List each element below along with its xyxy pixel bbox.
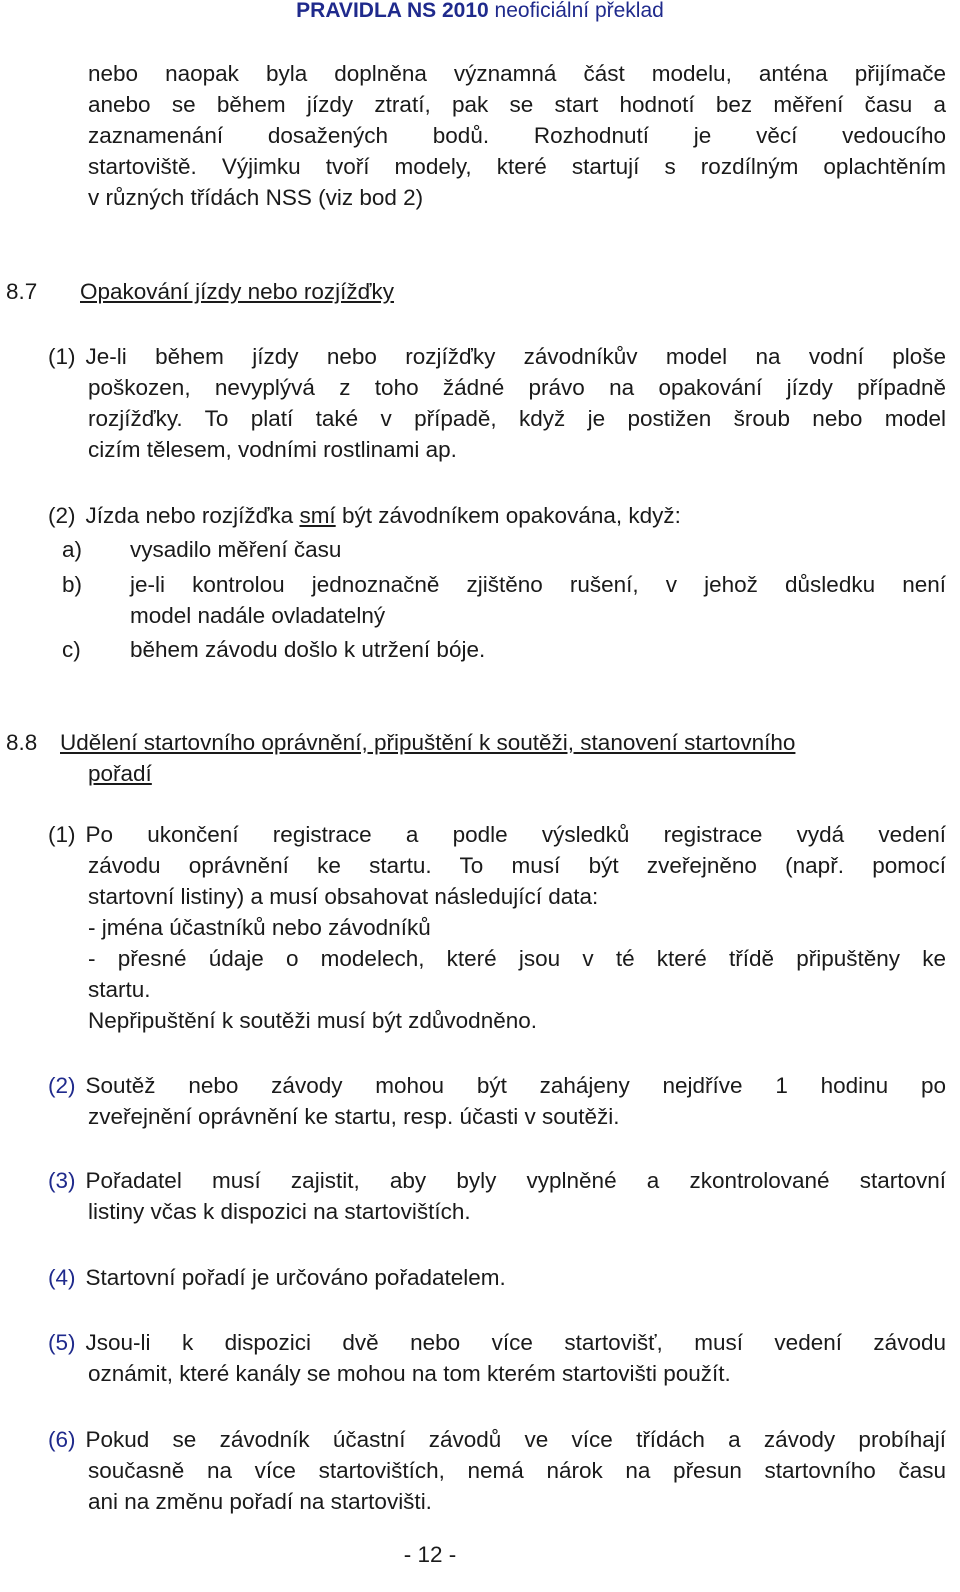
paragraph-first-line (48, 820, 946, 850)
paragraph-text: Soutěž nebo závody mohou být zahájeny nejdříve 1 hodinu po (85, 1073, 946, 1098)
paragraph-line: rozjížďky. To platí také v případě, když je postižen šroub nebo model (88, 406, 946, 431)
paragraph-number: (2) (48, 1073, 76, 1098)
paragraph-line: poškozen, nevyplývá z toho žádné právo na opakování jízdy případně (88, 375, 946, 400)
paragraph-first-line (48, 342, 946, 372)
list-marker: b) (62, 572, 83, 597)
paragraph-line: - přesné údaje o modelech, které jsou v té které třídě připuštěny ke (88, 946, 946, 971)
paragraph-number: (1) (48, 344, 76, 369)
paragraph-first-line (48, 1425, 946, 1455)
paragraph-number: (5) (48, 1330, 76, 1355)
paragraph-first-line (48, 1328, 946, 1358)
list-item (62, 635, 946, 665)
paragraph-line: Nepřipuštění k soutěži musí být zdůvodněno. (88, 1008, 538, 1033)
intro-line: anebo se během jízdy ztratí, pak se start hodnotí bez měření času a (88, 92, 946, 117)
section-number: 8.7 (6, 279, 38, 304)
paragraph-line: startovní listiny) a musí obsahovat následující data: (88, 884, 599, 909)
section-number: 8.8 (6, 730, 38, 755)
intro-line: zaznamenání dosažených bodů. Rozhodnutí je věcí vedoucího (88, 123, 946, 148)
paragraph-first-line (48, 501, 946, 531)
page-number: - 12 - (403, 1542, 457, 1567)
paragraph-text (86, 501, 947, 531)
list-text: během závodu došlo k utržení bóje. (130, 637, 486, 662)
paragraph-number: (3) (48, 1168, 76, 1193)
paragraph-number: (4) (48, 1265, 76, 1290)
paragraph-line: startu. (88, 977, 151, 1002)
underlined-word: smí (299, 503, 336, 528)
paragraph-number: (1) (48, 822, 76, 847)
list-item (62, 535, 946, 565)
paragraph-text: Je-li během jízdy nebo rozjížďky závodníkův model na vodní ploše (85, 344, 946, 369)
section-title: Opakování jízdy nebo rozjížďky (80, 279, 394, 304)
header-subtitle: neoficiální překlad (488, 0, 664, 22)
paragraph-first-line (48, 1071, 946, 1101)
list-item (62, 570, 946, 600)
intro-line: v různých třídách NSS (viz bod 2) (88, 185, 424, 210)
paragraph-line: listiny včas k dispozici na startovištích. (88, 1199, 471, 1224)
header-title: PRAVIDLA NS 2010 (296, 0, 489, 22)
paragraph-first-line (48, 1166, 946, 1196)
paragraph-line: - jména účastníků nebo závodníků (88, 915, 431, 940)
paragraph-text: Po ukončení registrace a podle výsledků registrace vydá vedení (85, 822, 946, 847)
paragraph-first-line (48, 1263, 946, 1293)
paragraph-line: ani na změnu pořadí na startovišti. (88, 1489, 432, 1514)
list-text-continued: model nadále ovladatelný (130, 603, 386, 628)
list-marker: a) (62, 537, 83, 562)
list-text: je-li kontrolou jednoznačně zjištěno rušení, v jehož důsledku není (130, 572, 946, 597)
text-run: Jízda nebo rozjížďka (85, 503, 300, 528)
paragraph-text: Startovní pořadí je určováno pořadatelem. (85, 1265, 506, 1290)
paragraph-line: cizím tělesem, vodními rostlinami ap. (88, 437, 457, 462)
intro-line: nebo naopak byla doplněna významná část modelu, anténa přijímače (88, 61, 946, 86)
paragraph-line: oznámit, které kanály se mohou na tom kterém startovišti použít. (88, 1361, 731, 1386)
list-text: vysadilo měření času (130, 537, 342, 562)
paragraph-number: (2) (48, 503, 76, 528)
paragraph-text: Pořadatel musí zajistit, aby byly vyplněné a zkontrolované startovní (85, 1168, 946, 1193)
list-marker: c) (62, 637, 81, 662)
paragraph-line: současně na více startovištích, nemá nárok na přesun startovního času (88, 1458, 946, 1483)
paragraph-number: (6) (48, 1427, 76, 1452)
paragraph-text: Pokud se závodník účastní závodů ve více třídách a závody probíhají (85, 1427, 946, 1452)
text-run: být závodníkem opakována, když: (335, 503, 681, 528)
intro-line: startoviště. Výjimku tvoří modely, které startují s rozdílným oplachtěním (88, 154, 946, 179)
paragraph-line: závodu oprávnění ke startu. To musí být zveřejněno (např. pomocí (88, 853, 946, 878)
section-title: Udělení startovního oprávnění, připuštění k soutěži, stanovení startovního (60, 730, 796, 755)
section-title-continued: pořadí (88, 761, 152, 786)
paragraph-text: Jsou-li k dispozici dvě nebo více startovišť, musí vedení závodu (85, 1330, 946, 1355)
paragraph-line: zveřejnění oprávnění ke startu, resp. účasti v soutěži. (88, 1104, 620, 1129)
